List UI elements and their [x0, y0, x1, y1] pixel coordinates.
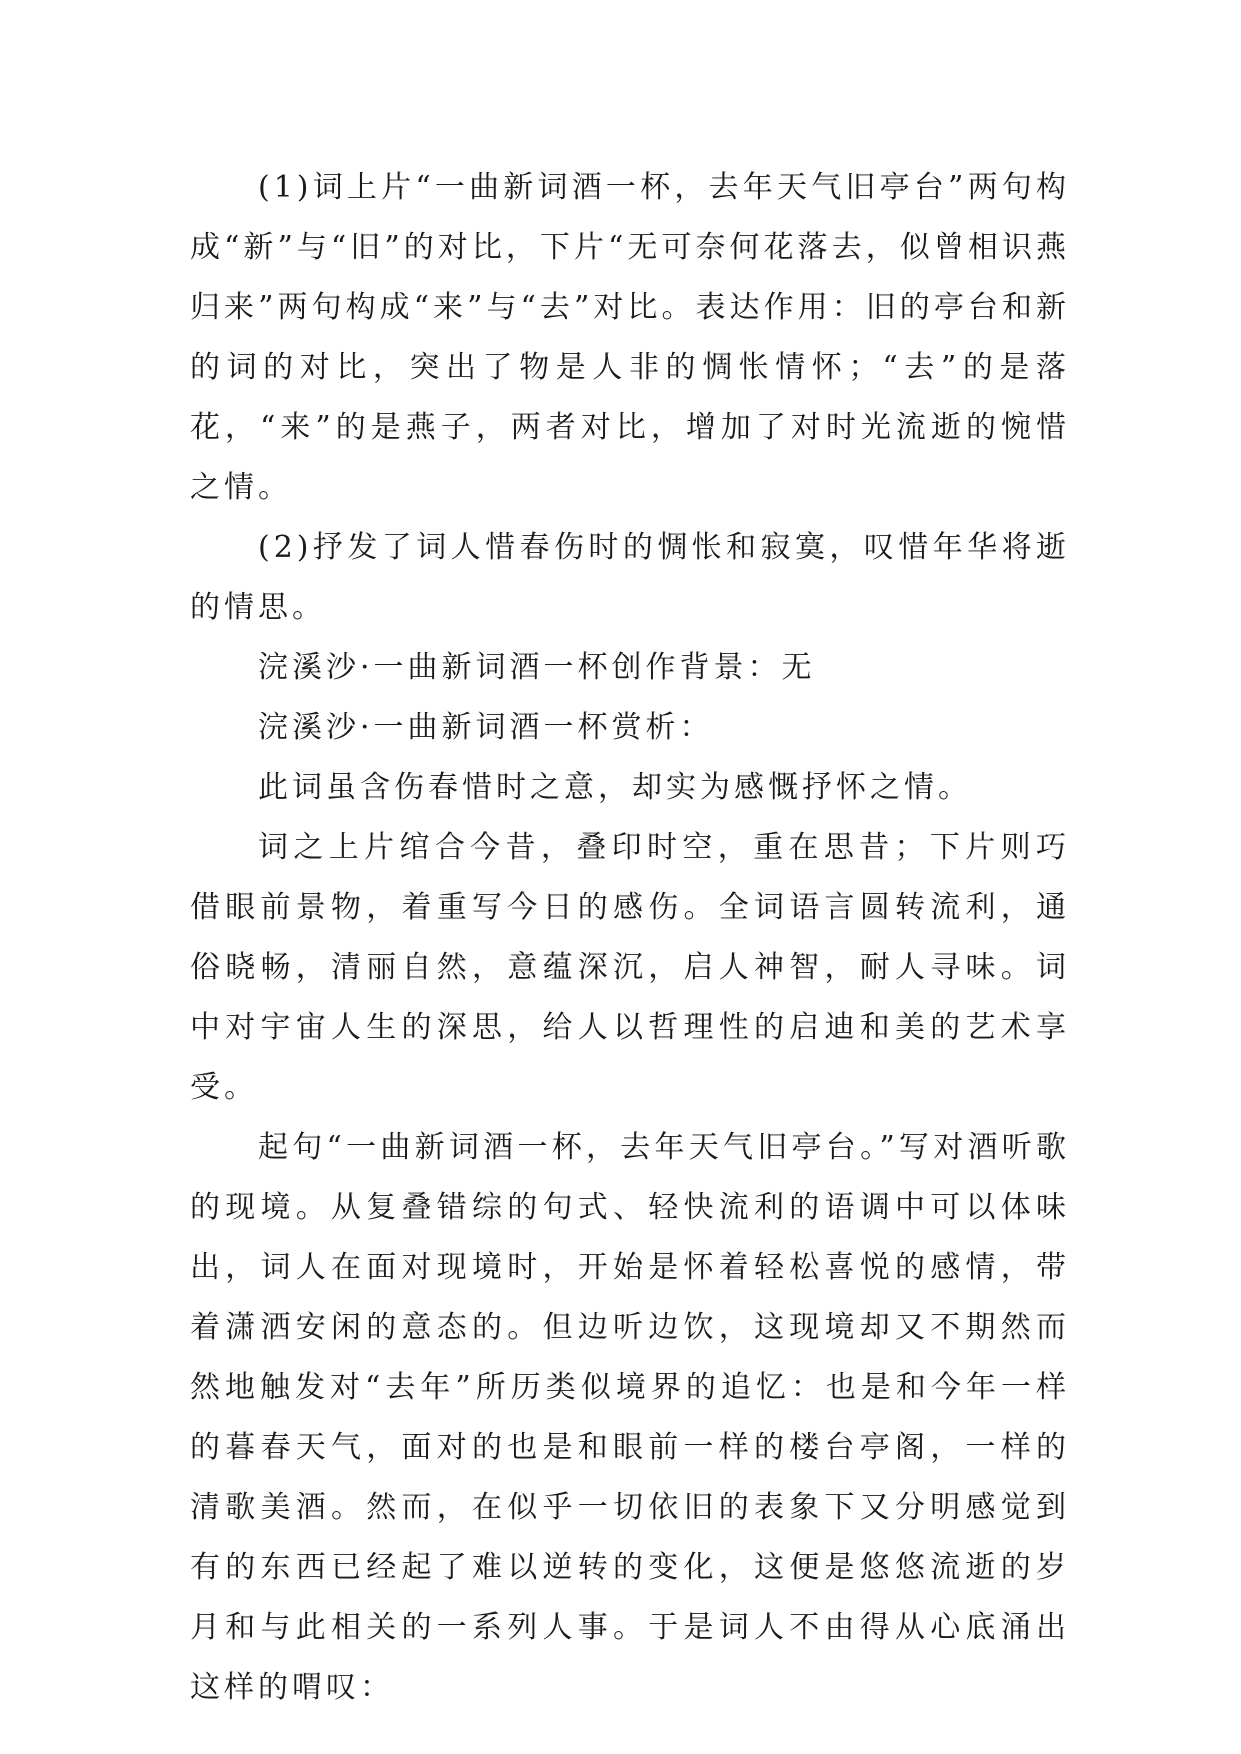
- paragraph-answer-2: (2)抒发了词人惜春伤时的惆怅和寂寞，叹惜年华将逝的情思。: [190, 530, 1070, 625]
- paragraph-appreciation-opening-line: 起句“一曲新词酒一杯，去年天气旧亭台。”写对酒听歌的现境。从复叠错综的句式、轻快流利的语调中可以体味出，词人在面对现境时，开始是怀着轻松喜悦的感情，带着潇洒安闲的意态的。但边听边饮，这现境却又不期然而然地触发对“去年”所历类似境界的追忆：也是和今年一样的暮春天气，面对的也是和眼前一样的楼台亭阁，一样的清歌美酒。然而，在似乎一切依旧的表象下又分明感觉到有的东西已经起了难以逆转的变化，这便是悠悠流逝的岁月和与此相关的一系列人事。于是词人不由得从心底涌出这样的喟叹：: [190, 1130, 1070, 1705]
- paragraph-answer-1: (1)词上片“一曲新词酒一杯，去年天气旧亭台”两句构成“新”与“旧”的对比，下片“无可奈何花落去，似曾相识燕归来”两句构成“来”与“去”对比。表达作用：旧的亭台和新的词的对比，突出了物是人非的惆怅情怀；“去”的是落花，“来”的是燕子，两者对比，增加了对时光流逝的惋惜之情。: [190, 170, 1070, 505]
- paragraph-background: 浣溪沙·一曲新词酒一杯创作背景：无: [258, 650, 816, 685]
- paragraph-appreciation-heading: 浣溪沙·一曲新词酒一杯赏析：: [258, 710, 714, 745]
- paragraph-appreciation-intro: 此词虽含伤春惜时之意，却实为感慨抒怀之情。: [258, 770, 972, 805]
- document-body: [190, 158, 1070, 1718]
- paragraph-appreciation-overview: 词之上片绾合今昔，叠印时空，重在思昔；下片则巧借眼前景物，着重写今日的感伤。全词语言圆转流利，通俗晓畅，清丽自然，意蕴深沉，启人神智，耐人寻味。词中对宇宙人生的深思，给人以哲理性的启迪和美的艺术享受。: [190, 830, 1070, 1105]
